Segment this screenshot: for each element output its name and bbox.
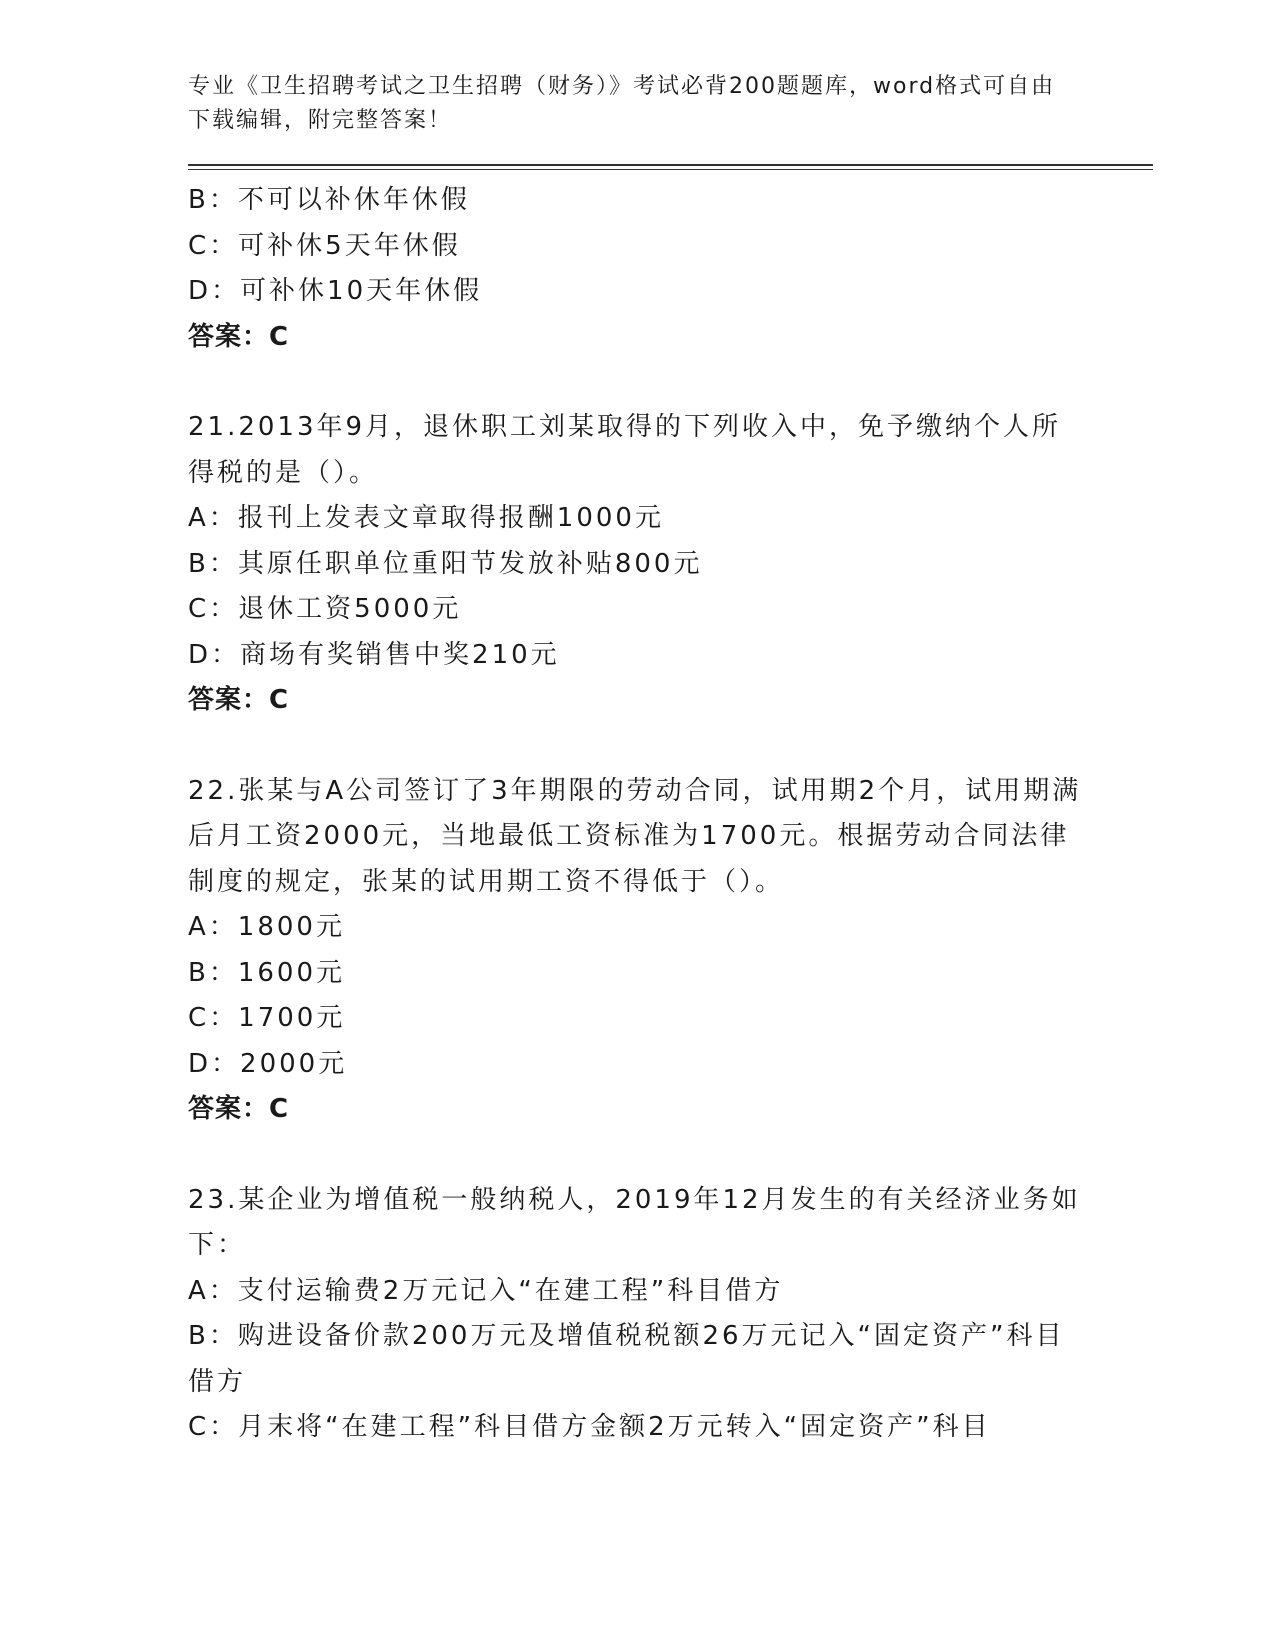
question-stem: 23.某企业为增值税一般纳税人，2019年12月发生的有关经济业务如下： <box>188 1184 1081 1260</box>
option-b: B：其原任职单位重阳节发放补贴800元 <box>188 548 703 579</box>
answer: 答案：C <box>188 1094 290 1124</box>
document-content <box>188 178 1108 1451</box>
option-a: A：支付运输费2万元记入“在建工程”科目借方 <box>188 1275 784 1306</box>
question-22 <box>188 769 1108 1133</box>
option-c: C：退休工资5000元 <box>188 594 462 624</box>
option-a: A：报刊上发表文章取得报酬1000元 <box>188 503 664 533</box>
question-23 <box>188 1178 1108 1451</box>
continued-question <box>188 178 1108 360</box>
option-c: C：1700元 <box>188 1003 346 1033</box>
option-b: B：购进设备价款200万元及增值税税额26万元记入“固定资产”科目借方 <box>188 1321 1065 1397</box>
option-d: D：商场有奖销售中奖210元 <box>188 639 560 670</box>
document-header: 专业《卫生招聘考试之卫生招聘（财务）》考试必背200题题库，word格式可自由下载编辑，附完整答案！ <box>188 74 1056 133</box>
option-b: B：不可以补休年休假 <box>188 185 470 215</box>
option-b: B：1600元 <box>188 957 346 988</box>
question-stem: 22.张某与A公司签订了3年期限的劳动合同，试用期2个月，试用期满后月工资2000元，当地最低工资标准为1700元。根据劳动合同法律制度的规定，张某的试用期工资不得低于（）。 <box>188 775 1082 897</box>
option-d: D：可补休10天年休假 <box>188 276 483 306</box>
answer: 答案：C <box>188 321 290 352</box>
document-page <box>188 70 1108 1451</box>
header-divider <box>188 164 1153 170</box>
answer: 答案：C <box>188 685 290 715</box>
option-a: A：1800元 <box>188 912 345 942</box>
option-c: C：月末将“在建工程”科目借方金额2万元转入“固定资产”科目 <box>188 1412 991 1442</box>
option-c: C：可补休5天年休假 <box>188 230 461 261</box>
question-stem: 21.2013年9月，退休职工刘某取得的下列收入中，免予缴纳个人所得税的是（）。 <box>188 412 1062 488</box>
question-21 <box>188 405 1108 724</box>
option-d: D：2000元 <box>188 1048 348 1079</box>
